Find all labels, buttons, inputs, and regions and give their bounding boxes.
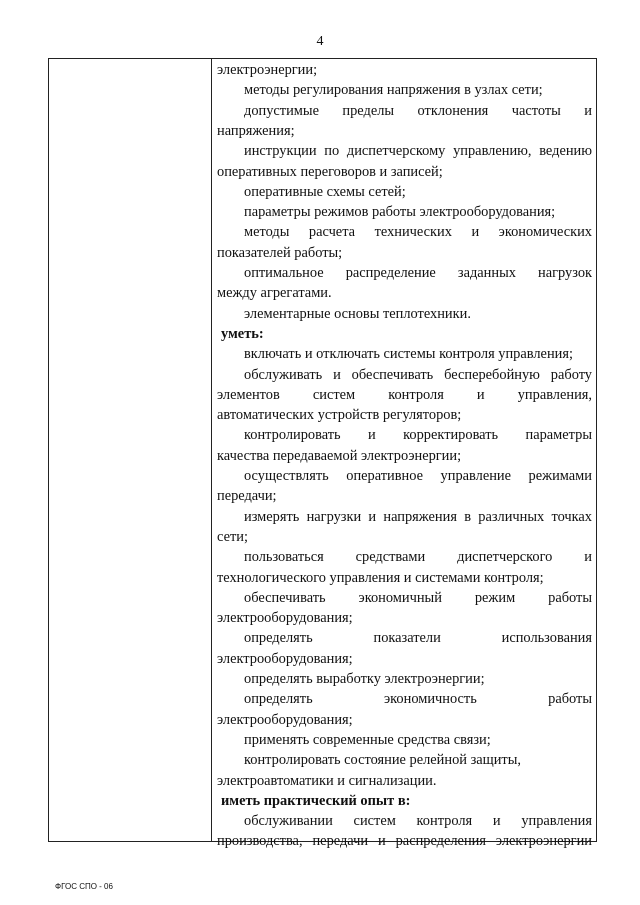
text-line: параметры режимов работы электрооборудования; bbox=[244, 204, 556, 221]
text-line: применять современные средства связи; bbox=[244, 731, 491, 748]
text-line: технологического управления и системами контроля; bbox=[217, 569, 544, 586]
text-line: методы регулирования напряжения в узлах сети; bbox=[244, 82, 543, 99]
page-number: 4 bbox=[316, 34, 324, 49]
text-line: измерять нагрузки и напряжения в различных точках bbox=[244, 508, 592, 525]
text-line: определять показатели использования bbox=[244, 630, 592, 647]
text-line: элементарные основы теплотехники. bbox=[244, 305, 471, 322]
text-line: показателей работы; bbox=[217, 244, 343, 261]
text-line: оптимальное распределение заданных нагрузок bbox=[244, 265, 592, 281]
text-line: электрооборудования; bbox=[217, 610, 353, 627]
left-column-cell bbox=[49, 59, 212, 841]
text-line: контролировать и корректировать параметры bbox=[244, 427, 592, 444]
text-line: сети; bbox=[217, 528, 248, 545]
text-line: допустимые пределы отклонения частоты и bbox=[244, 102, 592, 119]
text-line: качества передаваемой электроэнергии; bbox=[217, 447, 462, 464]
text-line: контролировать состояние релейной защиты, bbox=[244, 752, 521, 769]
text-line: электрооборудования; bbox=[217, 711, 353, 728]
text-line: элементов систем контроля и управления, bbox=[217, 386, 592, 403]
text-line: производства, передачи и распределения электроэнергии bbox=[217, 833, 592, 850]
section-heading: уметь: bbox=[221, 325, 264, 342]
text-line: передачи; bbox=[217, 488, 277, 505]
text-line: электроэнергии; bbox=[217, 62, 318, 78]
text-line: определять выработку электроэнергии; bbox=[244, 671, 485, 687]
text-line: оперативных переговоров и записей; bbox=[217, 163, 443, 180]
section-heading: иметь практический опыт в: bbox=[221, 792, 411, 809]
text-line: обслуживать и обеспечивать бесперебойную работу bbox=[244, 366, 592, 383]
text-line: автоматических устройств регуляторов; bbox=[217, 407, 462, 424]
text-line: пользоваться средствами диспетчерского и bbox=[244, 549, 592, 566]
text-line: инструкции по диспетчерскому управлению, ведению bbox=[244, 143, 592, 160]
footer-label: ФГОС СПО - 06 bbox=[55, 882, 113, 891]
content-table bbox=[48, 58, 597, 850]
text-line: обеспечивать экономичный режим работы bbox=[244, 589, 592, 606]
text-line: обслуживании систем контроля и управления bbox=[244, 813, 592, 830]
text-line: напряжения; bbox=[217, 122, 295, 139]
text-line: осуществлять оперативное управление режимами bbox=[244, 468, 592, 484]
text-line: между агрегатами. bbox=[217, 285, 332, 302]
text-line: оперативные схемы сетей; bbox=[244, 183, 406, 200]
right-column-cell bbox=[212, 59, 596, 850]
text-line: электроавтоматики и сигнализации. bbox=[217, 772, 437, 789]
text-line: методы расчета технических и экономических bbox=[244, 224, 592, 241]
text-line: электрооборудования; bbox=[217, 650, 353, 667]
text-line: определять экономичность работы bbox=[244, 691, 592, 708]
text-line: включать и отключать системы контроля управления; bbox=[244, 346, 573, 363]
